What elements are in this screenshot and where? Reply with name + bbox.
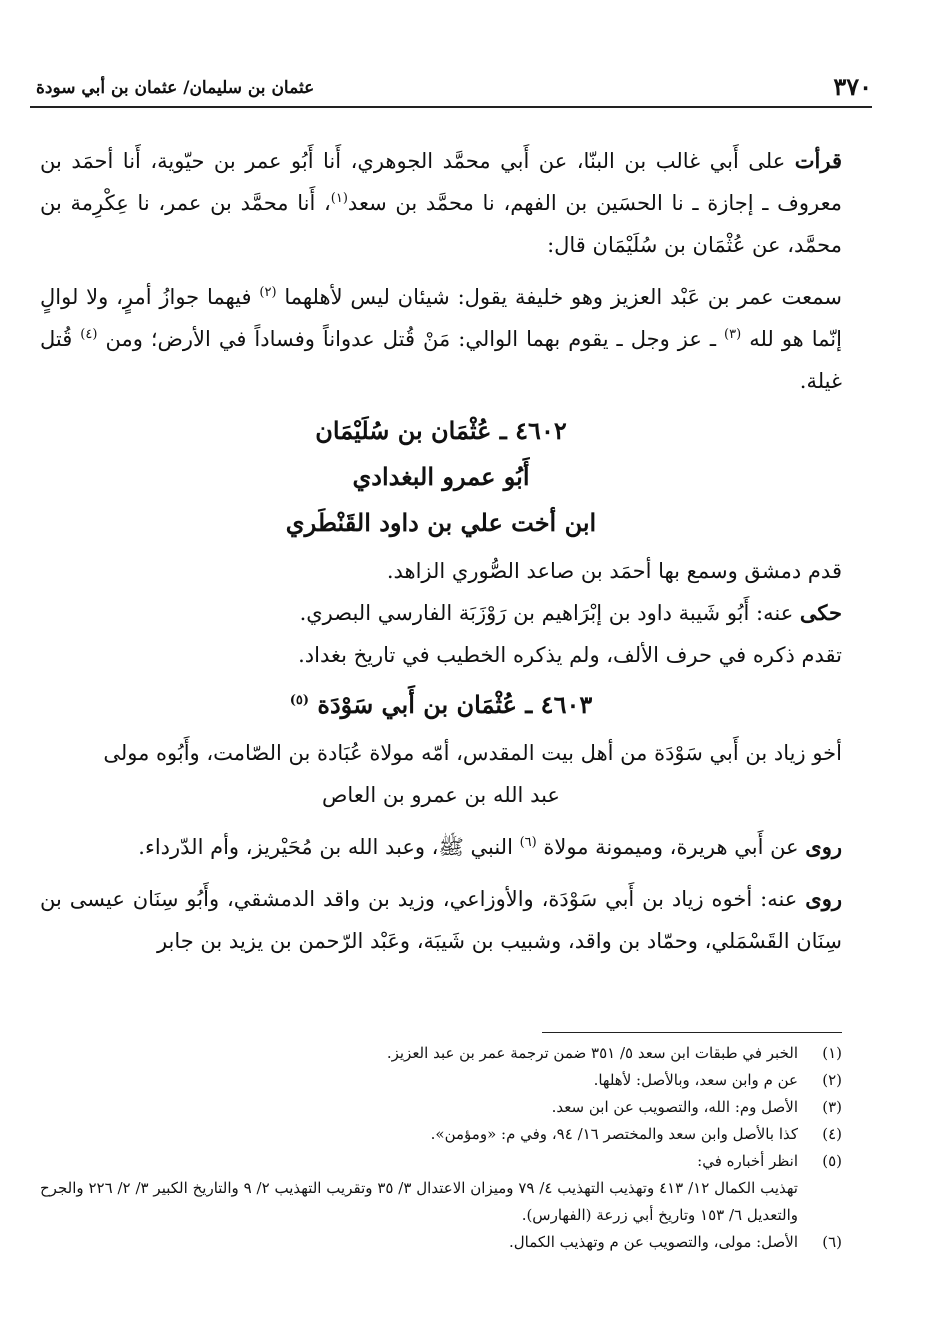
footnote-text: كذا بالأصل وابن سعد والمختصر ١٦/ ٩٤، وفي م: «ومؤمن». (430, 1125, 798, 1143)
text: ـ عز وجل ـ يقوم بهما الوالي: مَنْ قُتل عدواناً وفساداً في الأرض؛ ومن (105, 327, 725, 351)
footnote-number: (٢) (822, 1071, 842, 1089)
footnote-number: (٤) (822, 1125, 842, 1143)
footnote (40, 1067, 842, 1094)
heading-line: ابن أخت علي بن داود القَنْطَري (285, 508, 597, 537)
keyword: حكى (799, 600, 842, 625)
footnote (40, 1121, 842, 1148)
footnote-text: الأصل: مولى، والتصويب عن م وتهذيب الكمال. (508, 1233, 798, 1251)
text: سمعت عمر بن عَبْد العزيز وهو خليفة يقول: شيئان ليس لأهلهما (284, 285, 842, 309)
paragraph-chain (40, 140, 842, 266)
footnote-divider (542, 1032, 842, 1033)
keyword: قرأت (794, 148, 842, 173)
text: أخو زياد بن أَبي سَوْدَة من أهل بيت المقدس، أمّه مولاة عُبَادة بن الصّامت، وأَبُوه مولى (103, 741, 842, 765)
footnote-text: الأصل وم: الله، والتصويب عن ابن سعد. (551, 1098, 798, 1116)
paragraph (40, 592, 842, 634)
paragraph: تقدم ذكره في حرف الألف، ولم يذكره الخطيب في تاريخ بغداد. (298, 643, 842, 667)
footnote-number: (٦) (822, 1233, 842, 1251)
footnote-ref: (٢) (259, 285, 277, 300)
footnote (40, 1040, 842, 1067)
entry-heading-4603 (40, 682, 842, 728)
keyword: روى (805, 886, 842, 911)
footnote-ref: (٥) (289, 693, 310, 708)
footnote-number (798, 1175, 842, 1229)
main-text (40, 140, 842, 962)
footnote-text: الخبر في طبقات ابن سعد ٥/ ٣٥١ ضمن ترجمة عمر بن عبد العزيز. (386, 1044, 798, 1062)
entry-heading-4602 (40, 408, 842, 546)
footnote-number: (٣) (822, 1098, 842, 1116)
running-title: عثمان بن سليمان/ عثمان بن أبي سودة (36, 78, 315, 98)
text: النبي ﷺ، وعبد الله بن مُحَيْريز، وأم الدّرداء. (138, 835, 520, 859)
page-header (30, 70, 872, 108)
heading-line: ٤٦٠٣ ـ عُثْمَان بن أَبي سَوْدَة (317, 690, 593, 719)
text: عنه: أخوه زياد بن أَبي سَوْدَة، والأوزاعي، وزيد بن واقد الدمشقي، وأَبُو سِنَان عيسى بن سِنَان القَسْمَلي، وحمّاد بن واقد، وشبيب بن شَيبَة، وعَبْد الرّحمن بن يزيد بن جابر (40, 887, 842, 953)
footnote-ref: (٣) (724, 327, 742, 342)
footnotes (40, 1040, 842, 1256)
paragraph (40, 732, 842, 774)
paragraph-narrators (40, 878, 842, 962)
footnote-text: عن م وابن سعد، وبالأصل: لأهلها. (593, 1071, 798, 1089)
text: عنه: أَبُو شَيبة داود بن إبْرَاهيم بن رَوْزَبَة الفارسي البصري. (299, 601, 800, 625)
paragraph: عبد الله بن عمرو بن العاص (322, 783, 560, 807)
footnote-number: (١) (822, 1044, 842, 1062)
footnote-text: انظر أخباره في: (697, 1152, 798, 1170)
footnote (40, 1148, 842, 1175)
text: ، أَنا محمَّد بن عمر، نا عِكْرِمة بن محمَّد، عن عُثْمَان بن سُلَيْمَان قال: (40, 191, 842, 257)
footnote (40, 1094, 842, 1121)
keyword: روى (805, 834, 842, 859)
page-number: ٣٧٠ (833, 72, 872, 101)
heading-line: أَبُو عمرو البغدادي (352, 462, 530, 491)
paragraph: قدم دمشق وسمع بها أحمَد بن صاعد الصُّوري الزاهد. (386, 559, 842, 583)
text: فيهما جوازُ أمرٍ، ولا لوالٍ إنّما هو لله (40, 285, 842, 351)
footnote-ref: (٦) (519, 835, 537, 850)
paragraph-narrated-from (40, 826, 842, 868)
text: على أَبي غالب بن البنّا، عن أَبي محمَّد الجوهري، أَنا أَبُو عمر بن حيّوية، أَنا أحمَد بن معروف ـ إجازة ـ نا الحسَين بن الفهم، نا محمَّد بن سعد (40, 149, 842, 215)
footnote (40, 1229, 842, 1256)
paragraph-quote (40, 276, 842, 402)
heading-line: ٤٦٠٢ ـ عُثْمَان بن سُلَيْمَان (315, 416, 567, 445)
footnote-continuation (40, 1175, 842, 1229)
footnote-ref: (١) (330, 191, 348, 206)
text: عن أَبي هريرة، وميمونة مولاة (543, 835, 806, 859)
footnote-text: تهذيب الكمال ١٢/ ٤١٣ وتهذيب التهذيب ٤/ ٧٩ وميزان الاعتدال ٣/ ٣٥ وتقريب التهذيب ٢/ ٩ والتاريخ الكبير ٣/ ٢/ ٢٢٦ والجرح والتعديل ٦/ ١٥٣ وتاريخ أبي زرعة (الفهارس). (40, 1179, 798, 1224)
footnote-number: (٥) (822, 1152, 842, 1170)
text: قُتل غيلة. (40, 327, 842, 393)
footnote-ref: (٤) (80, 327, 98, 342)
